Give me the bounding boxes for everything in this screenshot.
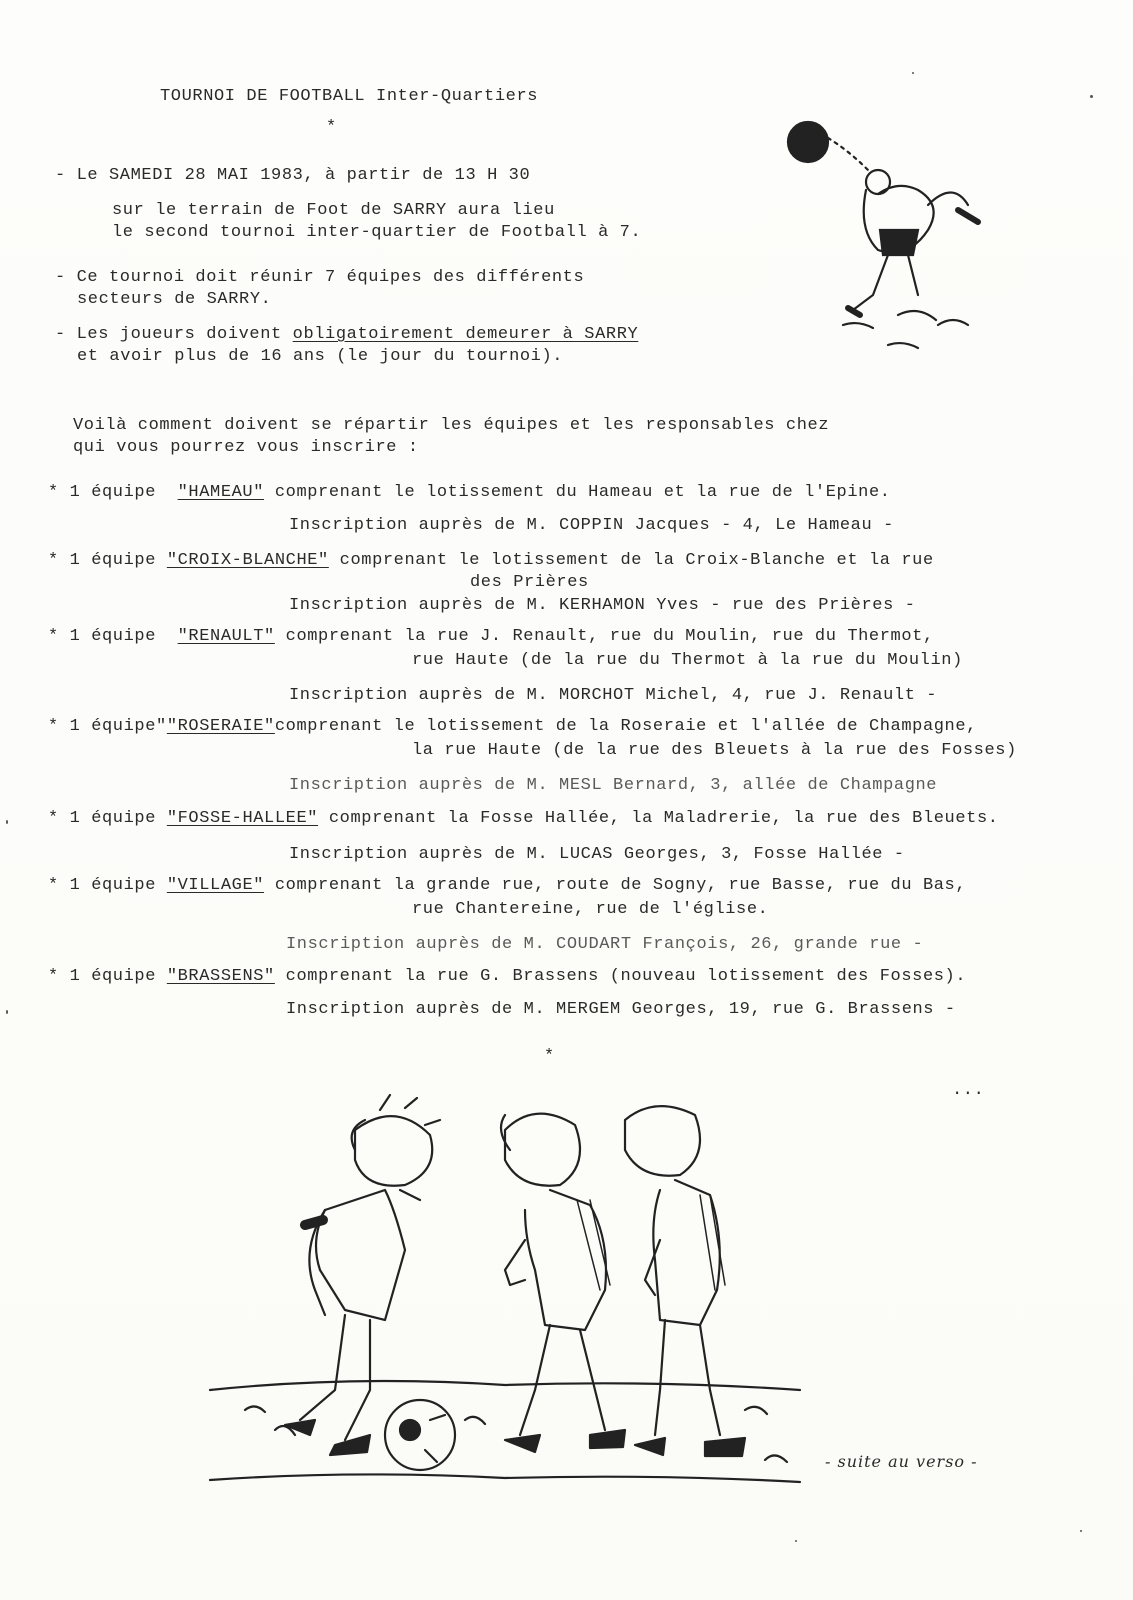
team-desc: comprenant la Fosse Hallée, la Maladrerie, la rue des Bleuets.: [318, 809, 999, 828]
team-renault: [48, 627, 934, 647]
players-text: - Les joueurs doivent: [55, 325, 293, 344]
team-prefix: * 1 équipe: [48, 809, 167, 828]
team-prefix: * 1 équipe: [48, 483, 178, 502]
team-desc: comprenant le lotissement de la Roseraie et l'allée de Champagne,: [274, 717, 977, 736]
intro-line-register: qui vous pourrez vous inscrire :: [73, 438, 419, 457]
team-desc: comprenant la rue G. Brassens (nouveau lotissement des Fosses).: [274, 967, 967, 986]
team-brassens-contact: Inscription auprès de M. MERGEM Georges, 19, rue G. Brassens -: [286, 1000, 956, 1019]
intro-line-teams: - Ce tournoi doit réunir 7 équipes des différents: [55, 268, 585, 287]
suite-au-verso-note: - suite au verso -: [825, 1452, 978, 1471]
team-name: "HAMEAU": [177, 483, 265, 502]
players-requirement: obligatoirement demeurer à SARRY: [292, 325, 639, 344]
speck: [1080, 1530, 1082, 1532]
team-village-desc2: rue Chantereine, rue de l'église.: [412, 900, 769, 919]
intro-line-venue: sur le terrain de Foot de SARRY aura lieu: [112, 201, 555, 220]
team-croix-blanche-contact: Inscription auprès de M. KERHAMON Yves - rue des Prières -: [289, 596, 916, 615]
team-roseraie-desc2: la rue Haute (de la rue des Bleuets à la rue des Fosses): [412, 741, 1017, 760]
team-roseraie: [48, 717, 977, 737]
speck: [795, 1540, 797, 1542]
team-desc: comprenant le lotissement du Hameau et la rue de l'Epine.: [264, 483, 891, 502]
boys-playing-illustration: [205, 1090, 805, 1510]
separator-star-2: *: [544, 1047, 555, 1066]
speck: [912, 72, 914, 74]
page-title: TOURNOI DE FOOTBALL Inter-Quartiers: [160, 87, 539, 106]
separator-star: *: [326, 118, 337, 137]
intro-line-sectors: secteurs de SARRY.: [77, 290, 272, 309]
team-prefix: * 1 équipe": [48, 717, 167, 736]
team-hameau: [48, 483, 891, 503]
team-renault-desc2: rue Haute (de la rue du Thermot à la rue du Moulin): [412, 651, 963, 670]
team-name: "ROSERAIE": [166, 717, 275, 736]
team-name: "VILLAGE": [166, 876, 265, 895]
team-village-contact: Inscription auprès de M. COUDART François, 26, grande rue -: [286, 935, 924, 954]
team-croix-blanche: [48, 551, 934, 571]
intro-line-date: - Le SAMEDI 28 MAI 1983, à partir de 13 H 30: [55, 166, 531, 185]
team-prefix: * 1 équipe: [48, 627, 178, 646]
team-roseraie-contact: Inscription auprès de M. MESL Bernard, 3, allée de Champagne: [289, 776, 938, 795]
speck: [6, 1010, 8, 1014]
team-desc: comprenant la grande rue, route de Sogny, rue Basse, rue du Bas,: [264, 876, 967, 895]
intro-line-players: [55, 325, 638, 345]
team-desc: comprenant la rue J. Renault, rue du Moulin, rue du Thermot,: [274, 627, 934, 646]
team-prefix: * 1 équipe: [48, 551, 167, 570]
team-renault-contact: Inscription auprès de M. MORCHOT Michel, 4, rue J. Renault -: [289, 686, 938, 705]
speck: [6, 820, 8, 824]
team-name: "CROIX-BLANCHE": [166, 551, 329, 570]
intro-line-distribution: Voilà comment doivent se répartir les équipes et les responsables chez: [73, 416, 830, 435]
team-prefix: * 1 équipe: [48, 876, 167, 895]
team-name: "FOSSE-HALLEE": [166, 809, 319, 828]
team-prefix: * 1 équipe: [48, 967, 167, 986]
speck: [1090, 95, 1093, 98]
continuation-ellipsis: ...: [952, 1081, 985, 1100]
kicking-player-illustration: [768, 110, 998, 370]
team-brassens: [48, 967, 966, 987]
team-name: "RENAULT": [177, 627, 275, 646]
team-desc: comprenant le lotissement de la Croix-Blanche et la rue: [328, 551, 934, 570]
team-fosse-hallee: [48, 809, 999, 829]
team-fosse-hallee-contact: Inscription auprès de M. LUCAS Georges, 3, Fosse Hallée -: [289, 845, 905, 864]
team-croix-blanche-desc2: des Prières: [470, 573, 589, 592]
team-hameau-contact: Inscription auprès de M. COPPIN Jacques - 4, Le Hameau -: [289, 516, 894, 535]
intro-line-tournament: le second tournoi inter-quartier de Football à 7.: [112, 223, 642, 242]
intro-line-age: et avoir plus de 16 ans (le jour du tournoi).: [77, 347, 564, 366]
team-name: "BRASSENS": [166, 967, 275, 986]
team-village: [48, 876, 966, 896]
